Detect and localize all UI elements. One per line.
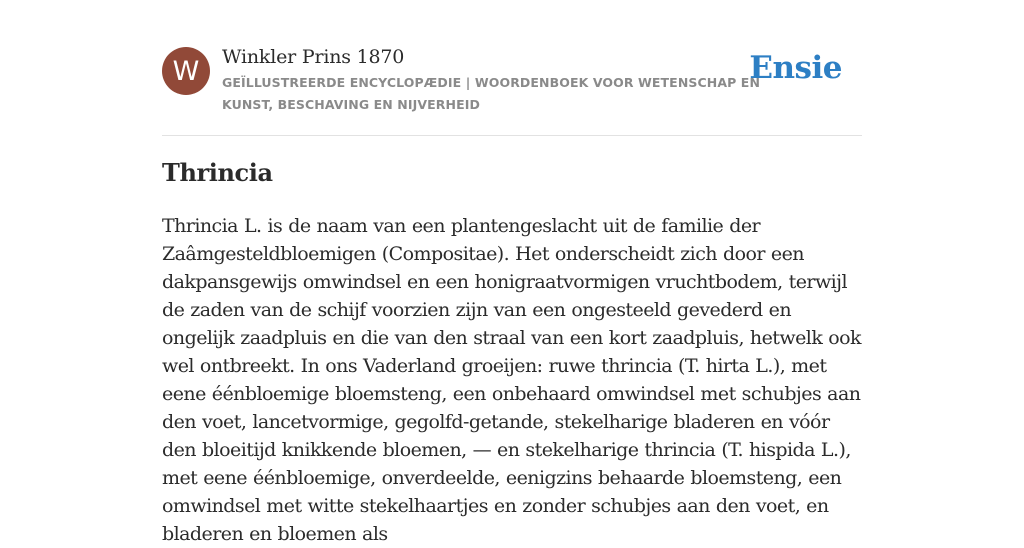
article-title: Thrincia [162,158,273,187]
article-body: Thrincia L. is de naam van een plantengeslacht uit de familie der Zaâmgesteldbloemigen (Compositae). Het onderscheidt zich door een dakpansgewijs omwindsel en een honigraatvormigen vruchtbodem, terwijl de zaden van de schijf voorzien zijn van een ongesteeld gevederd en ongelijk zaadpluis en die van den straal van een kort zaadpluis, hetwelk ook wel ontbreekt. In ons Vaderland groeijen: ruwe thrincia (T. hirta L.), met eene éénbloemige bloemsteng, een onbehaard omwindsel met schubjes aan den voet, lancetvormige, gegolfd-getande, stekelharige bladeren en vóór den bloeitijd knikkende bloemen, — en stekelharige thrincia (T. hispida L.), met eene éénbloemige, onverdeelde, eenigzins behaarde bloemsteng, een omwindsel met witte stekelhaartjes en zonder schubjes aan den voet, en bladeren en bloemen als [162,215,862,545]
source-subtitle: GEÏLLUSTREERDE ENCYCLOPÆDIE | WOORDENBOEK VOOR WETENSCHAP EN KUNST, BESCHAVING EN NIJVERHEID [222,75,761,112]
header-divider [162,135,862,136]
source-title[interactable]: Winkler Prins 1870 [222,46,405,68]
source-avatar[interactable]: W [162,47,210,95]
ensie-logo[interactable]: Ensie [749,50,842,86]
source-header [162,46,862,116]
